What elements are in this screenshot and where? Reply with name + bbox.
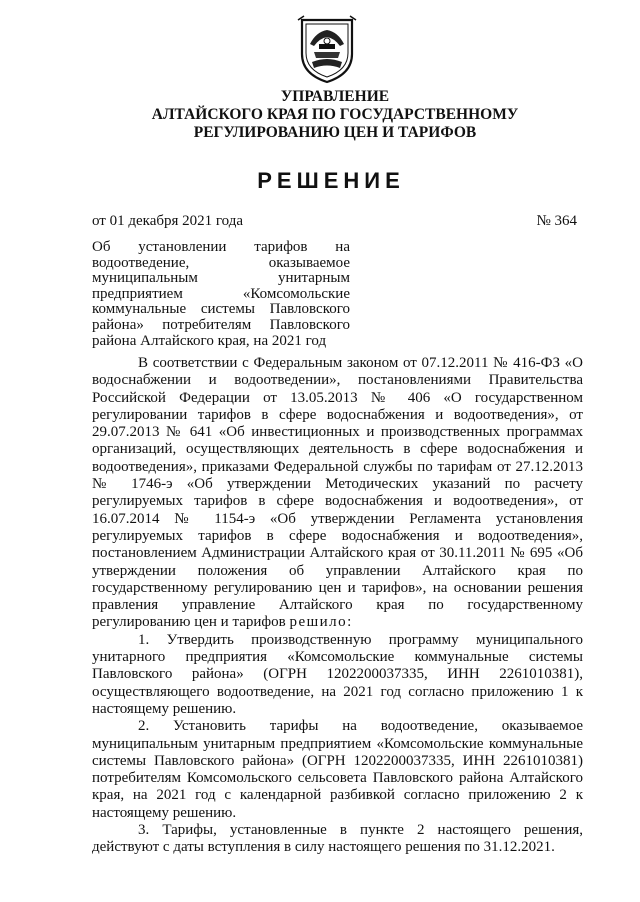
agency-line-3: РЕГУЛИРОВАНИЮ ЦЕН И ТАРИФОВ <box>193 124 477 141</box>
document-number: № 364 <box>536 213 577 229</box>
document-body <box>92 355 583 857</box>
decision-item-2: 2. Установить тарифы на водоотведение, оказываемое муниципальным унитарным предприятием «Комсомольские коммунальные системы Павловского района» (ОГРН 1202200037335, ИНН 2261010381) потребителям Комсомольского сельсовета Павловского района Алтайского края, на 2021 год с календарной разбивкой согласно приложению 2 к настоящему решению. <box>92 718 583 821</box>
resolved-word: решило <box>289 614 348 631</box>
preamble-paragraph: В соответствии с Федеральным законом от 07.12.2011 № 416-ФЗ «О водоснабжении и водоотведении», постановлениями Правительства Российской Федерации от 13.05.2013 № 406 «О государственном регулировании тарифов в сфере водоснабжения и водоотведения», от 29.07.2013 № 641 «Об инвестиционных и производственных программах организаций, осуществляющих деятельность в сфере водоснабжения и водоотведения», приказами Федеральной службы по тарифам от 27.12.2013 № 1746-э «Об утверждении Методических указаний по расчету регулируемых тарифов в сфере водоснабжения и водоотведения», от 16.07.2014 № 1154-э «Об утверждении Регламента установления регулируемых тарифов в сфере водоснабжения и водоотведения», постановлением Администрации Алтайского края от 30.11.2011 № 695 «Об утверждении положения об управлении Алтайского края по государственному регулированию цен и тарифов», на основании решения правления управление Алтайского края по государственному регулированию цен и тарифов решило: <box>92 355 583 631</box>
agency-line-2: АЛТАЙСКОГО КРАЯ ПО ГОСУДАРСТВЕННОМУ <box>151 106 519 123</box>
agency-name <box>0 88 640 142</box>
document-date: от 01 декабря 2021 года <box>92 213 244 229</box>
decision-item-1: 1. Утвердить производственную программу муниципального унитарного предприятия «Комсомольские коммунальные системы Павловского района» (ОГРН 1202200037335, ИНН 2261010381), осуществляющего водоотведение, на 2021 год согласно приложению 1 к настоящему решению. <box>92 631 583 717</box>
document-type-title: РЕШЕНИЕ <box>257 168 405 193</box>
document-subject: Об установлении тарифов на водоотведение, оказываемое муниципальным унитарным предприятием «Комсомольские коммунальные системы Павловского района» потребителям Павловского района Алтайского края, на 2021 год <box>92 239 350 349</box>
preamble-main-text: В соответствии с Федеральным законом от 07.12.2011 № 416-ФЗ «О водоснабжении и водоотведении», постановлениями Правительства Российской Федерации от 13.05.2013 № 406 «О государственном регулировании тарифов в сфере водоснабжения и водоотведения», от 29.07.2013 № 641 «Об инвестиционных и производственных программах организаций, осуществляющих деятельность в сфере водоснабжения и водоотведения», приказами Федеральной службы по тарифам от 27.12.2013 № 1746-э «Об утверждении Методических указаний по расчету регулируемых тарифов в сфере водоснабжения и водоотведения», от 16.07.2014 № 1154-э «Об утверждении Регламента установления регулируемых тарифов в сфере водоснабжения и водоотведения», постановлением Администрации Алтайского края от 30.11.2011 № 695 «Об утверждении положения об управлении Алтайского края по государственному регулированию цен и тарифов», на основании решения правления управление Алтайского края по государственному регулированию цен и тарифов <box>92 355 583 631</box>
coat-of-arms-emblem <box>296 14 358 84</box>
decision-item-3: 3. Тарифы, установленные в пункте 2 настоящего решения, действуют с даты вступления в силу настоящего решения по 31.12.2021. <box>92 822 583 856</box>
agency-line-1: УПРАВЛЕНИЕ <box>280 88 390 105</box>
